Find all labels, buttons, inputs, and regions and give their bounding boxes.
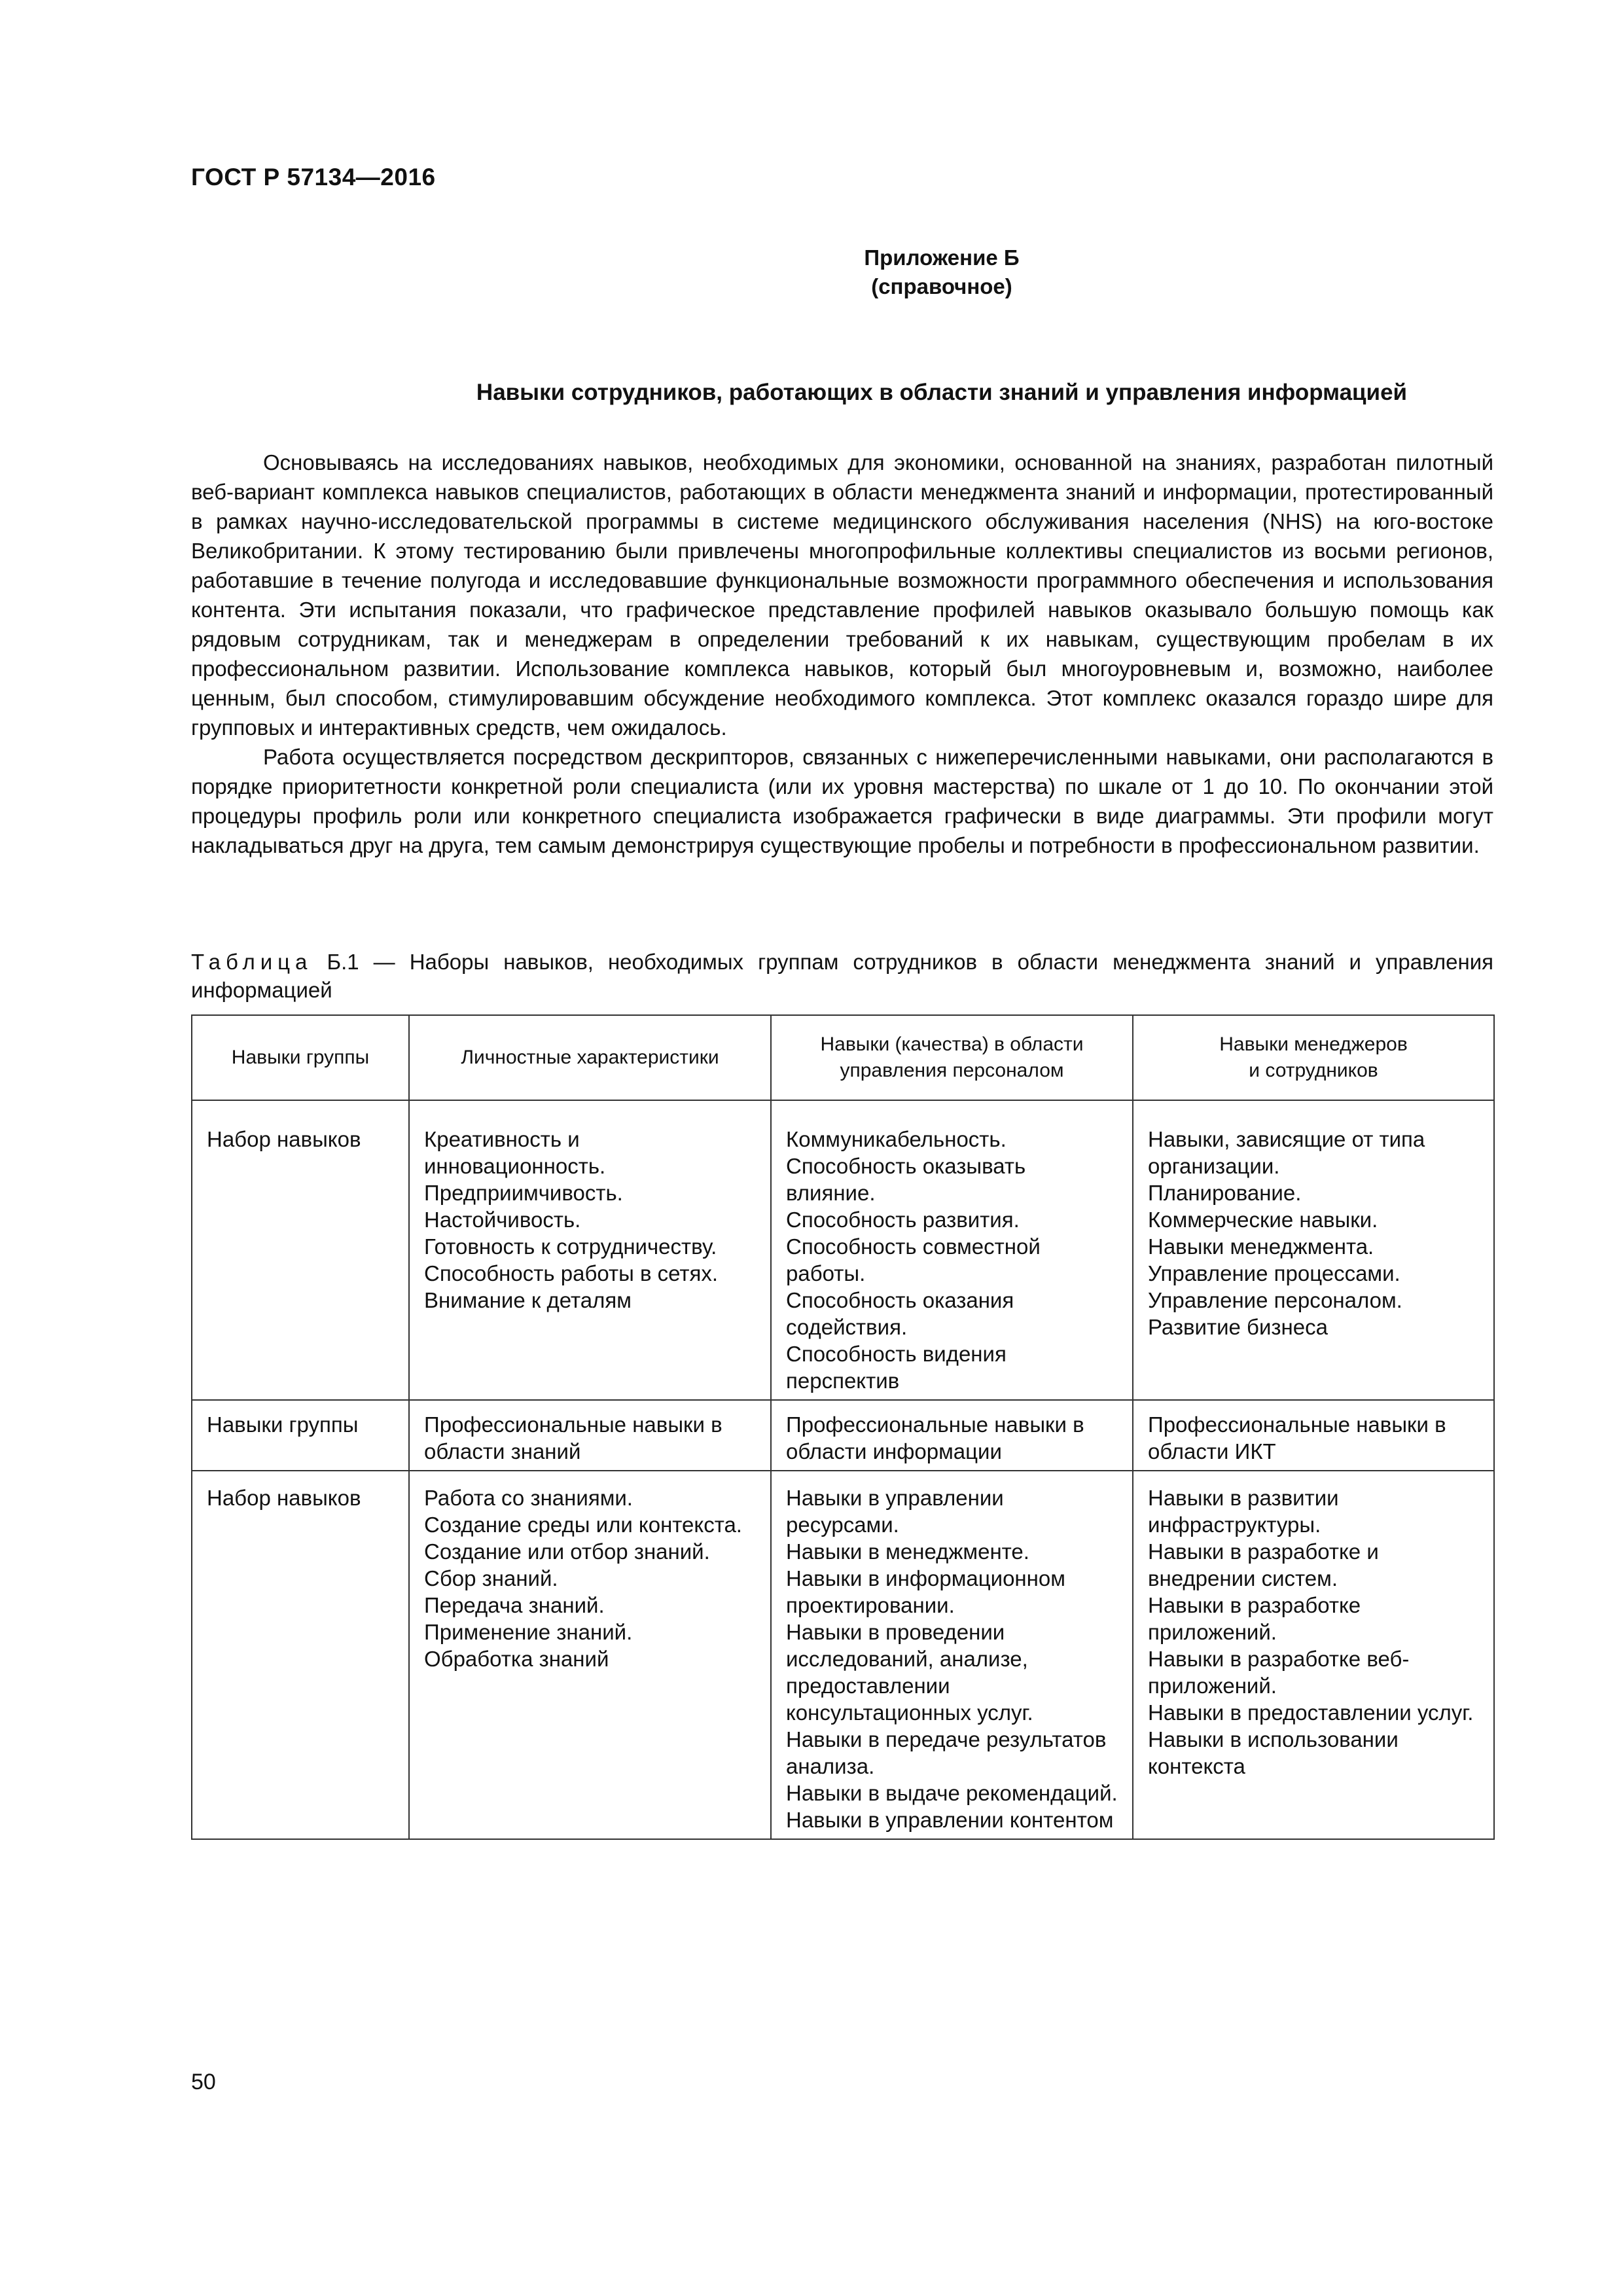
- cell-lines: [1148, 1484, 1479, 1780]
- cell-line: Способность оказывать влияние.: [786, 1154, 1026, 1205]
- skills-table: [191, 1014, 1495, 1840]
- cell-line: и сотрудников: [1249, 1060, 1378, 1081]
- cell-lines: [1148, 1411, 1479, 1465]
- cell-lines: [786, 1126, 1118, 1394]
- cell-lines: [424, 1411, 756, 1465]
- cell-line: Коммуникабельность.: [786, 1127, 1007, 1151]
- body-text: [191, 448, 1493, 860]
- cell-line: Личностные характеристики: [461, 1047, 719, 1068]
- cell-lines: [424, 1126, 756, 1314]
- cell-line: Внимание к деталям: [424, 1288, 632, 1312]
- cell-line: управления персоналом: [840, 1060, 1064, 1081]
- cell-line: Способность совместной работы.: [786, 1234, 1041, 1285]
- cell-line: Навыки в предоставлении услуг.: [1148, 1700, 1474, 1725]
- table-cell: [1133, 1471, 1494, 1839]
- cell-line: Управление персоналом.: [1148, 1288, 1402, 1312]
- cell-line: Навыки в информационном проектировании.: [786, 1566, 1065, 1617]
- cell-lines: [785, 1031, 1119, 1084]
- table-cell: [771, 1400, 1133, 1471]
- cell-line: Развитие бизнеса: [1148, 1315, 1328, 1339]
- table-header-row: [192, 1015, 1494, 1100]
- cell-line: Способность видения перспектив: [786, 1342, 1007, 1393]
- document-page: [191, 0, 1493, 2296]
- appendix-type: (справочное): [871, 274, 1012, 298]
- cell-line: Применение знаний.: [424, 1620, 633, 1644]
- cell-line: Навыки в проведении исследований, анализе, предоставлении консультационных услуг.: [786, 1620, 1033, 1725]
- cell-line: Способность развития.: [786, 1208, 1020, 1232]
- cell-line: Набор навыков: [207, 1486, 361, 1510]
- paragraph: Основываясь на исследованиях навыков, необходимых для экономики, основанной на знаниях, разработан пилотный веб-вариант комплекса навыков специалистов, работающих в области менеджмента знаний и информации, протестированный в рамках научно-исследовательской программы в системе медицинского обслуживания населения (NHS) на юго-востоке Великобритании. К этому тестированию были привлечены многопрофильные коллективы специалистов из восьми регионов, работавшие в течение полугода и исследовавшие функциональные возможности программного обеспечения и использования контента. Эти испытания показали, что графическое представление профилей навыков оказывало большую помощь как рядовым сотрудникам, так и менеджерам в определении требований к их навыкам, существующим пробелам в их профессиональном развитии. Использование комплекса навыков, который был многоуровневым и, возможно, наиболее ценным, был способом, стимулировавшим обсуждение необходимого комплекса. Этот комплекс оказался гораздо шире для групповых и интерактивных средств, чем ожидалось.: [191, 450, 1493, 740]
- table-caption-text: Б.1 — Наборы навыков, необходимых группам сотрудников в области менеджмента знаний и управления информацией: [191, 950, 1494, 1002]
- table-header-cell: [1133, 1015, 1494, 1100]
- table-header-cell: [409, 1015, 771, 1100]
- cell-line: Навыки группы: [207, 1412, 359, 1437]
- table-cell: [192, 1471, 409, 1839]
- cell-lines: [205, 1045, 395, 1071]
- appendix-label: Приложение Б: [864, 245, 1020, 270]
- cell-line: Управление процессами.: [1148, 1261, 1400, 1285]
- cell-line: Навыки в передаче результатов анализа.: [786, 1727, 1107, 1778]
- cell-line: Сбор знаний.: [424, 1566, 558, 1590]
- cell-lines: [207, 1484, 394, 1511]
- table-cell: [771, 1471, 1133, 1839]
- table-cell: [409, 1100, 771, 1400]
- table-cell: [1133, 1400, 1494, 1471]
- page-number: 50: [191, 2070, 216, 2094]
- cell-line: Навыки в развитии инфраструктуры.: [1148, 1486, 1339, 1537]
- cell-line: Навыки менеджеров: [1219, 1033, 1408, 1055]
- cell-line: Навыки менеджмента.: [1148, 1234, 1374, 1259]
- cell-lines: [1147, 1031, 1480, 1084]
- table-caption-lead: Таблица: [191, 950, 313, 974]
- paragraph: Работа осуществляется посредством дескрипторов, связанных с нижеперечисленными навыками, они располагаются в порядке приоритетности конкретной роли специалиста (или их уровня мастерства) по шкале от 1 до 10. По окончании этой процедуры профиль роли или конкретного специалиста изображается графически в виде диаграммы. Эти профили могут накладываться друг на друга, тем самым демонстрируя существующие пробелы и потребности в профессиональном развитии.: [191, 745, 1493, 857]
- cell-line: Профессиональные навыки в области знаний: [424, 1412, 722, 1463]
- table-header-cell: [192, 1015, 409, 1100]
- cell-lines: [423, 1045, 757, 1071]
- cell-line: Набор навыков: [207, 1127, 361, 1151]
- cell-line: Планирование.: [1148, 1181, 1302, 1205]
- cell-line: Предприимчивость.: [424, 1181, 623, 1205]
- cell-lines: [207, 1411, 394, 1438]
- cell-line: Навыки в менеджменте.: [786, 1539, 1029, 1564]
- cell-line: Навыки группы: [231, 1047, 370, 1068]
- cell-line: Способность работы в сетях.: [424, 1261, 719, 1285]
- cell-line: Креативность и инновационность.: [424, 1127, 606, 1178]
- cell-line: Коммерческие навыки.: [1148, 1208, 1378, 1232]
- cell-line: Создание среды или контекста.: [424, 1513, 742, 1537]
- cell-line: Навыки (качества) в области: [820, 1033, 1084, 1055]
- cell-line: Обработка знаний: [424, 1647, 609, 1671]
- cell-line: Навыки в разработке приложений.: [1148, 1593, 1361, 1644]
- cell-line: Навыки в управлении ресурсами.: [786, 1486, 1004, 1537]
- cell-line: Навыки в использовании контекста: [1148, 1727, 1399, 1778]
- cell-line: Настойчивость.: [424, 1208, 581, 1232]
- table-cell: [409, 1471, 771, 1839]
- cell-line: Профессиональные навыки в области информации: [786, 1412, 1084, 1463]
- table-cell: [192, 1100, 409, 1400]
- cell-line: Передача знаний.: [424, 1593, 605, 1617]
- cell-line: Работа со знаниями.: [424, 1486, 633, 1510]
- table-row: [192, 1471, 1494, 1839]
- cell-line: Способность оказания содействия.: [786, 1288, 1014, 1339]
- cell-lines: [1148, 1126, 1479, 1340]
- document-code: ГОСТ Р 57134—2016: [191, 164, 436, 190]
- table-header-cell: [771, 1015, 1133, 1100]
- table-cell: [192, 1400, 409, 1471]
- table-cell: [1133, 1100, 1494, 1400]
- cell-lines: [207, 1126, 394, 1153]
- cell-line: Навыки в управлении контентом: [786, 1808, 1114, 1832]
- table-cell: [771, 1100, 1133, 1400]
- cell-line: Профессиональные навыки в области ИКТ: [1148, 1412, 1446, 1463]
- cell-line: Готовность к сотрудничеству.: [424, 1234, 717, 1259]
- table-row: [192, 1400, 1494, 1471]
- table-cell: [409, 1400, 771, 1471]
- appendix-heading: [191, 243, 1623, 301]
- appendix-title: Навыки сотрудников, работающих в области знаний и управления информацией: [476, 380, 1408, 405]
- cell-lines: [786, 1484, 1118, 1833]
- cell-line: Навыки, зависящие от типа организации.: [1148, 1127, 1425, 1178]
- table-row: [192, 1100, 1494, 1400]
- cell-lines: [424, 1484, 756, 1672]
- cell-line: Навыки в разработке и внедрении систем.: [1148, 1539, 1379, 1590]
- cell-line: Навыки в выдаче рекомендаций.: [786, 1781, 1118, 1805]
- table-caption: [191, 948, 1493, 1004]
- cell-line: Создание или отбор знаний.: [424, 1539, 710, 1564]
- cell-line: Навыки в разработке веб-приложений.: [1148, 1647, 1410, 1698]
- cell-lines: [786, 1411, 1118, 1465]
